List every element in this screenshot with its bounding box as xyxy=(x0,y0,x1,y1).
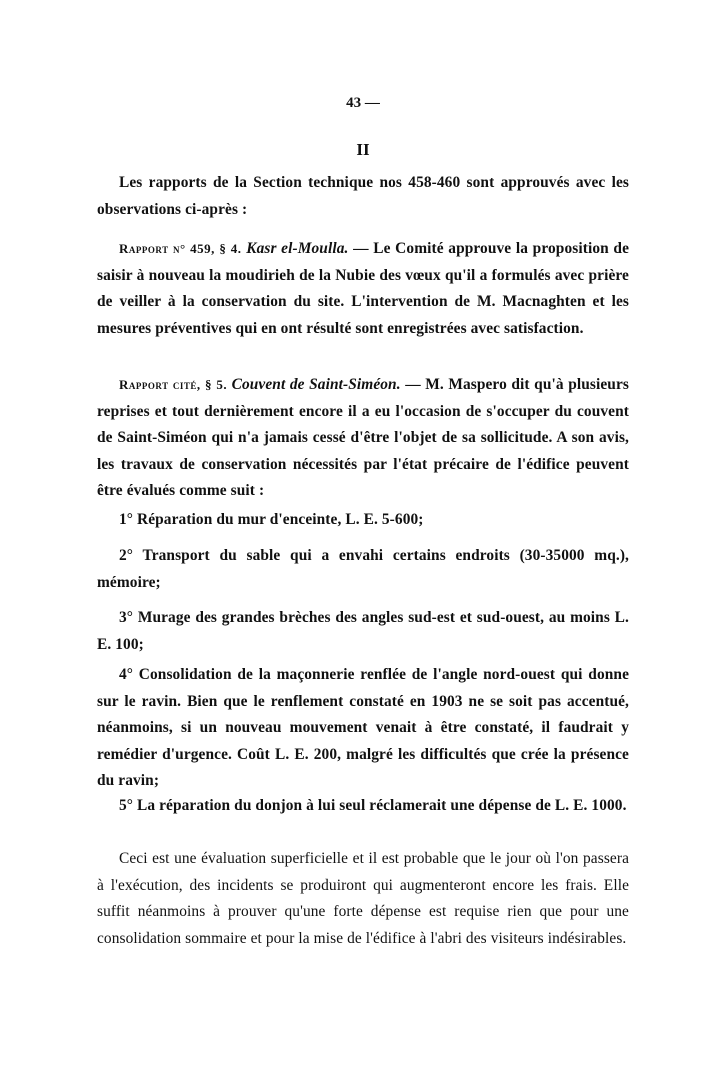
report-title: Kasr el-Moulla. xyxy=(246,240,349,257)
report-label: Rapport n° 459, § 4. xyxy=(119,241,242,256)
list-item-2: 2° Transport du sable qui a envahi certains endroits (30-35000 mq.), mémoire; xyxy=(97,547,629,591)
page-number-header: 43 — xyxy=(346,95,380,111)
intro-paragraph: Les rapports de la Section technique nos 458-460 sont approuvés avec les observations ci-après : xyxy=(97,174,629,218)
section-number: II xyxy=(356,140,370,159)
list-item-3: 3° Murage des grandes brèches des angles sud-est et sud-ouest, au moins L. E. 100; xyxy=(97,609,629,653)
list-item-1: 1° Réparation du mur d'enceinte, L. E. 5-600; xyxy=(119,511,424,528)
report-cite-paragraph xyxy=(97,372,629,505)
report-459-paragraph xyxy=(97,236,629,342)
conclusion-paragraph: Ceci est une évaluation superficielle et il est probable que le jour où l'on passera à l'exécution, des incidents se produiront qui augmenteront encore les frais. Elle suffit néanmoins à prouver qu'une forte dépense est requise rien que pour une consolidation sommaire et pour la mise de l'édifice à l'abri des visiteurs indésirables. xyxy=(97,850,629,947)
list-item-5: 5° La réparation du donjon à lui seul réclamerait une dépense de L. E. 1000. xyxy=(119,797,627,814)
report-title: Couvent de Saint-Siméon. xyxy=(231,376,401,393)
list-item-4: 4° Consolidation de la maçonnerie renflée de l'angle nord-ouest qui donne sur le ravin. Bien que le renflement constaté en 1903 ne se soit pas accentué, néanmoins, si un nouveau mouvement venait à être constaté, il faudrait y remédier d'urgence. Coût L. E. 200, malgré les difficultés que crée la présence du ravin; xyxy=(97,666,629,790)
report-text: — M. Maspero dit qu'à plusieurs reprises et tout dernièrement encore il a eu l'occasion de s'occuper du couvent de Saint-Siméon qui n'a jamais cessé d'être l'objet de sa sollicitude. A son avis, les travaux de conservation nécessités par l'état précaire de l'édifice peuvent être évalués comme suit : xyxy=(97,376,629,500)
report-text: — Le Comité approuve la proposition de saisir à nouveau la moudirieh de la Nubie des vœux qu'il a formulés avec prière de veiller à la conservation du site. L'intervention de M. Macnaghten et les mesures préventives qui en ont résulté sont enregistrées avec satisfaction. xyxy=(97,240,630,337)
report-label: Rapport cité, § 5. xyxy=(119,377,228,392)
